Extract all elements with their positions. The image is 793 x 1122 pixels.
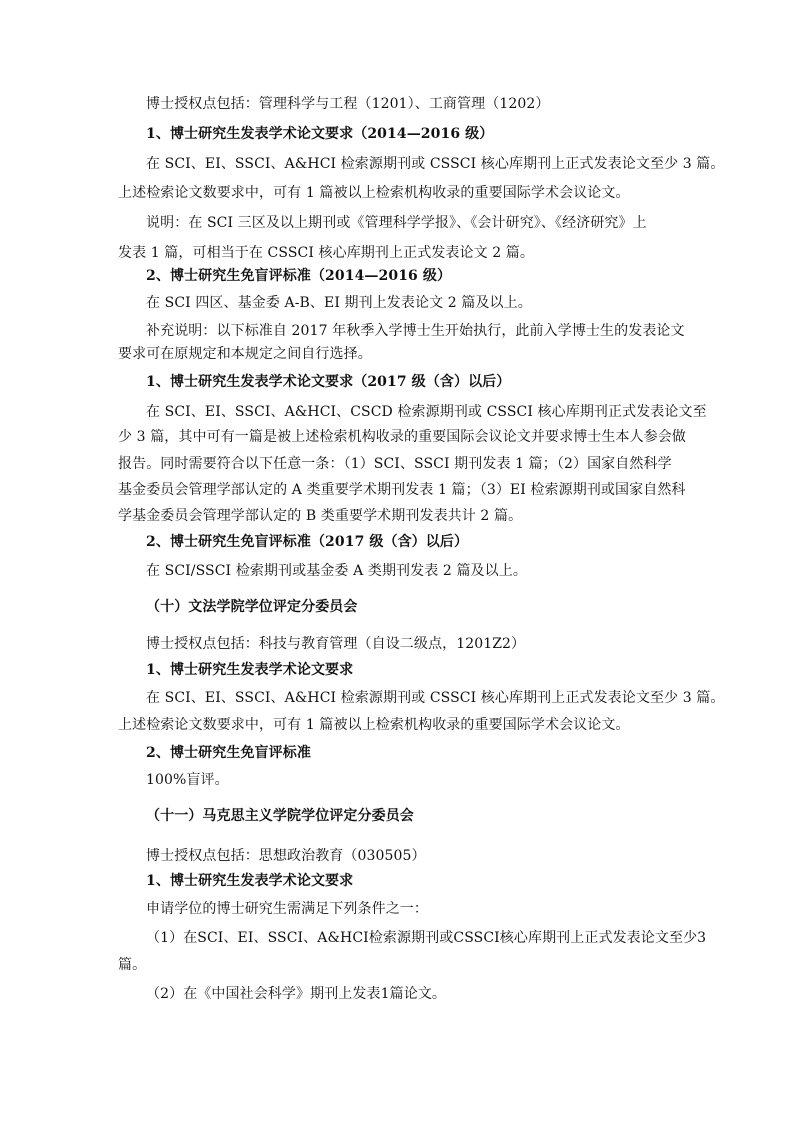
paragraph-line: 在 SCI 四区、基金委 A-B、EI 期刊上发表论文 2 篇及以上。 bbox=[146, 295, 532, 311]
paragraph-line: 在 SCI、EI、SSCI、A&HCI 检索源期刊或 CSSCI 核心库期刊上正式发表论文至少 3 篇。 bbox=[146, 156, 725, 172]
paragraph-line: 在 SCI、EI、SSCI、A&HCI 检索源期刊或 CSSCI 核心库期刊上正式发表论文至少 3 篇。 bbox=[146, 690, 725, 706]
paragraph-line: 在 SCI、EI、SSCI、A&HCI、CSCD 检索源期刊或 CSSCI 核心库期刊正式发表论文至 bbox=[146, 404, 707, 420]
paragraph-line: 少 3 篇，其中可有一篇是被上述检索机构收录的重要国际会议论文并要求博士生本人参会做 bbox=[118, 429, 687, 445]
condition-line: （2）在《中国社会科学》期刊上发表1篇论文。 bbox=[146, 986, 447, 1002]
section-heading: 2、博士研究生免盲评标准（2014—2016 级） bbox=[146, 268, 452, 284]
doctoral-scope-text: 博士授权点包括：管理科学与工程（1201）、工商管理（1202） bbox=[146, 96, 550, 112]
paragraph-line: 上述检索论文数要求中，可有 1 篇被以上检索机构收录的重要国际学术会议论文。 bbox=[118, 185, 630, 201]
condition-line: 篇。 bbox=[118, 957, 147, 973]
section-heading: 2、博士研究生免盲评标准（2017 级（含）以后） bbox=[146, 534, 469, 550]
note-line: 说明：在 SCI 三区及以上期刊或《管理科学学报》、《会计研究》、《经济研究》上 bbox=[146, 215, 647, 231]
condition-line: （1）在SCI、EI、SSCI、A&HCI检索源期刊或CSSCI核心库期刊上正式发表论文至少3 bbox=[146, 930, 707, 946]
paragraph-line: 学基金委员会管理学部认定的 B 类重要学术期刊发表共计 2 篇。 bbox=[118, 508, 523, 524]
section-heading: 1、博士研究生发表学术论文要求 bbox=[146, 873, 354, 889]
paragraph-line: 上述检索论文数要求中，可有 1 篇被以上检索机构收录的重要国际学术会议论文。 bbox=[118, 717, 630, 733]
paragraph-line: 申请学位的博士研究生需满足下列条件之一： bbox=[146, 901, 428, 917]
paragraph-line: 报告。同时需要符合以下任意一条：（1）SCI、SSCI 期刊发表 1 篇；（2）国家自然科学 bbox=[118, 456, 672, 472]
doctoral-scope-text: 博士授权点包括：思想政治教育（030505） bbox=[146, 848, 426, 864]
supplement-note-line: 补充说明：以下标准自 2017 年秋季入学博士生开始执行，此前入学博士生的发表论文 bbox=[146, 323, 685, 339]
section-heading: 1、博士研究生发表学术论文要求 bbox=[146, 662, 354, 678]
section-heading: 1、博士研究生发表学术论文要求（2014—2016 级） bbox=[146, 126, 494, 142]
committee-title: （十一）马克思主义学院学位评定分委员会 bbox=[146, 808, 414, 824]
section-heading: 1、博士研究生发表学术论文要求（2017 级（含）以后） bbox=[146, 374, 511, 390]
supplement-note-line: 要求可在原规定和本规定之间自行选择。 bbox=[118, 346, 372, 362]
committee-title: （十）文法学院学位评定分委员会 bbox=[146, 599, 358, 615]
section-heading: 2、博士研究生免盲评标准 bbox=[146, 745, 311, 761]
note-line: 发表 1 篇，可相当于在 CSSCI 核心库期刊上正式发表论文 2 篇。 bbox=[118, 245, 535, 261]
doctoral-scope-text: 博士授权点包括：科技与教育管理（自设二级点，1201Z2） bbox=[146, 636, 526, 652]
paragraph-line: 在 SCI/SSCI 检索期刊或基金委 A 类期刊发表 2 篇及以上。 bbox=[146, 563, 527, 579]
paragraph-line: 100%盲评。 bbox=[146, 772, 229, 788]
paragraph-line: 基金委员会管理学部认定的 A 类重要学术期刊发表 1 篇；（3）EI 检索源期刊或国家自然科 bbox=[118, 482, 686, 498]
